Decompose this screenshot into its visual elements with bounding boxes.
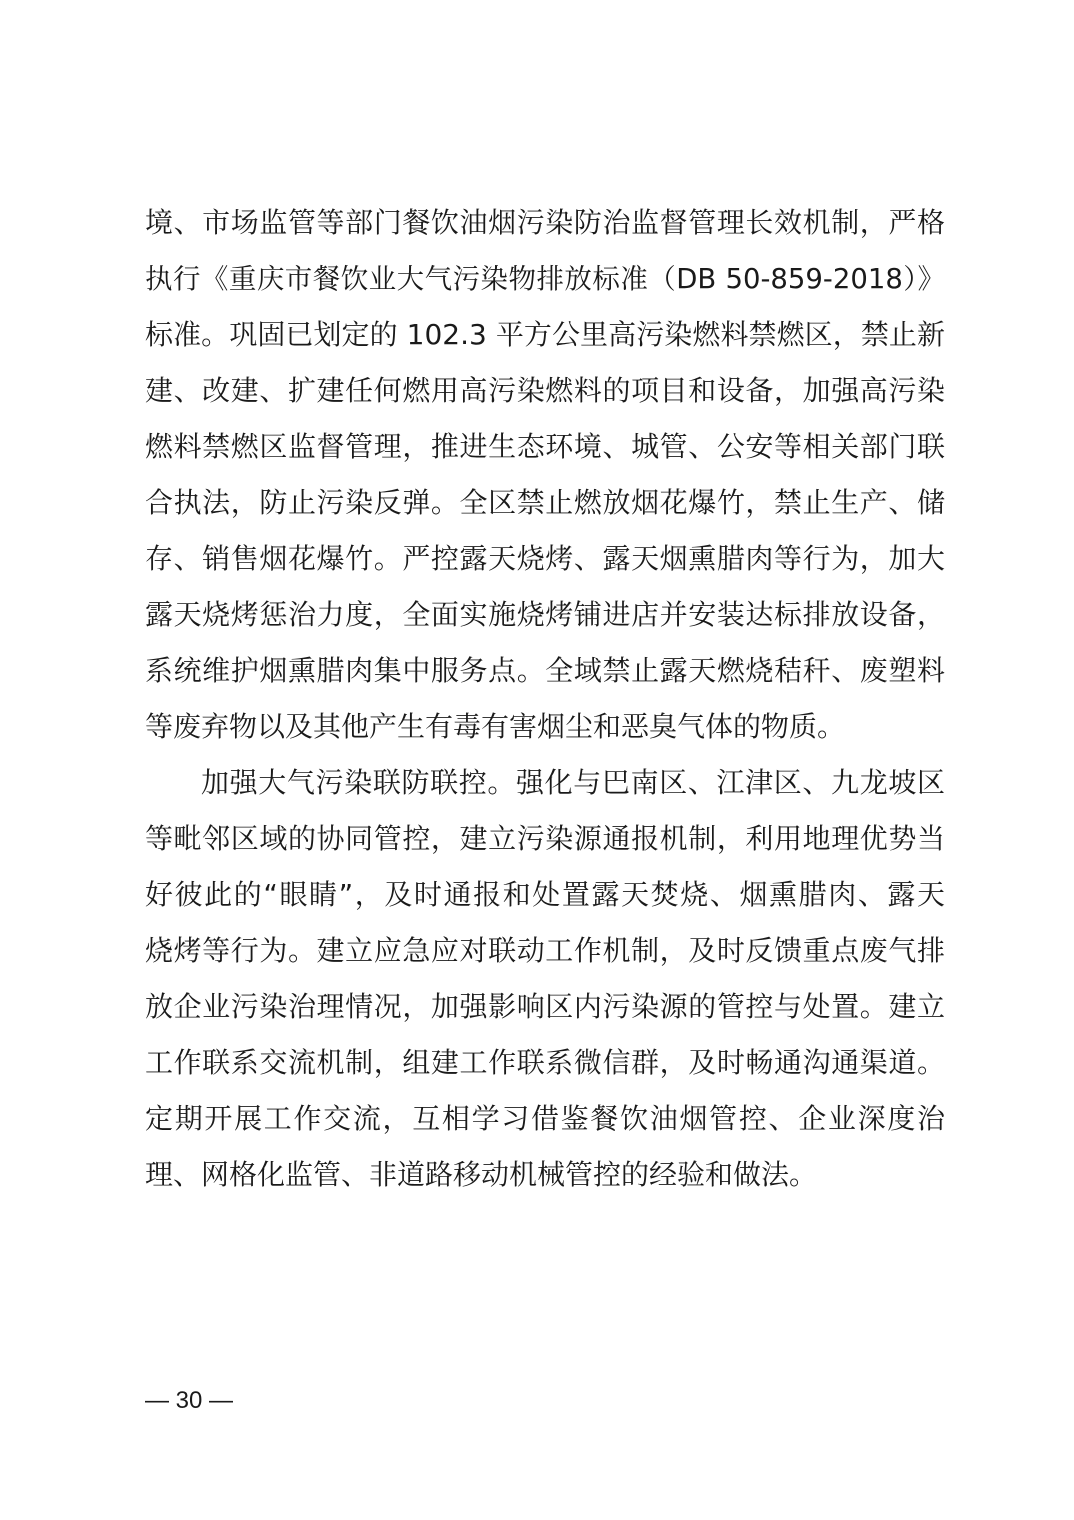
body-text [145,195,945,1203]
paragraph-line: 系统维护烟熏腊肉集中服务点。全域禁止露天燃烧秸秆、废塑料 [145,654,945,687]
paragraph-line: 烧烤等行为。建立应急应对联动工作机制，及时反馈重点废气排 [145,934,945,967]
paragraph-1 [145,195,945,755]
paragraph-first-line-text: 强化与巴南区、江津区、九龙坡区 [516,766,945,799]
paragraph-line: 标准。巩固已划定的 102.3 平方公里高污染燃料禁燃区，禁止新 [145,318,945,351]
paragraph-line: 燃料禁燃区监督管理，推进生态环境、城管、公安等相关部门联 [145,430,945,463]
paragraph-line: 建、改建、扩建任何燃用高污染燃料的项目和设备，加强高污染 [145,374,945,407]
paragraph-line: 定期开展工作交流，互相学习借鉴餐饮油烟管控、企业深度治 [145,1102,945,1135]
paragraph-line: 合执法，防止污染反弹。全区禁止燃放烟花爆竹，禁止生产、储 [145,486,945,519]
paragraph-2 [145,755,945,1203]
paragraph-line: 等毗邻区域的协同管控，建立污染源通报机制，利用地理优势当 [145,822,945,855]
paragraph-line: 存、销售烟花爆竹。严控露天烧烤、露天烟熏腊肉等行为，加大 [145,542,945,575]
paragraph-line: 好彼此的“眼睛”，及时通报和处置露天焚烧、烟熏腊肉、露天 [145,878,945,911]
paragraph-line: 等废弃物以及其他产生有毒有害烟尘和恶臭气体的物质。 [145,710,846,743]
paragraph-line: 露天烧烤惩治力度，全面实施烧烤铺进店并安装达标排放设备， [145,598,945,631]
paragraph-line: 理、网格化监管、非道路移动机械管控的经验和做法。 [145,1158,818,1191]
paragraph-line: 境、市场监管等部门餐饮油烟污染防治监督管理长效机制，严格 [145,206,945,239]
paragraph-lead-heading: 加强大气污染联防联控。 [201,766,517,799]
page-number: — 30 — [145,1387,234,1414]
paragraph-line: 工作联系交流机制，组建工作联系微信群，及时畅通沟通渠道。 [145,1046,945,1079]
paragraph-first-line [145,755,945,811]
paragraph-line: 放企业污染治理情况，加强影响区内污染源的管控与处置。建立 [145,990,945,1023]
paragraph-line: 执行《重庆市餐饮业大气污染物排放标准（DB 50-859-2018）》 [145,263,945,295]
